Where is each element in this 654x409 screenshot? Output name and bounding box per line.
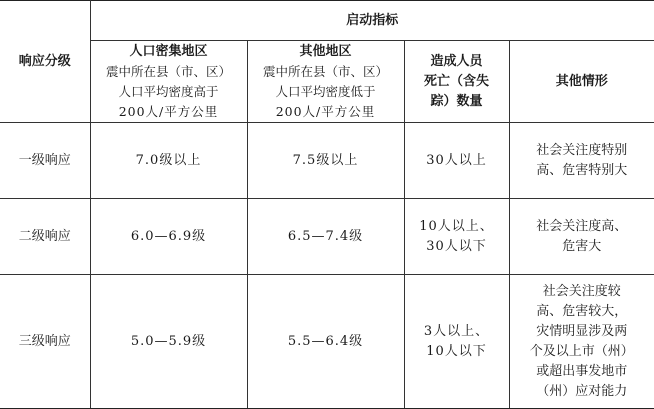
header-other-line: 200人/平方公里 [275,103,376,119]
header-row-2 [0,41,654,123]
row-casualty [404,275,509,409]
row-situation-line: 或超出事发地市 [536,363,628,379]
row-casualty-line: 10人以上、 [419,218,494,234]
header-other-title: 其他地区 [299,43,352,59]
row-casualty [404,123,509,199]
row-casualty-line: 30人以上 [426,152,487,168]
header-other-situation: 其他情形 [509,41,654,123]
header-dense-line: 震中所在县（市、区） [105,63,231,79]
header-row-1 [0,1,654,41]
table-row [0,275,654,409]
row-dense-magnitude: 6.0—6.9级 [90,199,247,275]
header-dense-title: 人口密集地区 [129,43,208,59]
row-dense-magnitude: 7.0级以上 [90,123,247,199]
row-situation-line: 灾情明显涉及两 [536,323,628,339]
row-level: 一级响应 [0,123,90,199]
header-casualty-line: 死亡（含失 [423,73,489,89]
row-dense-magnitude: 5.0—5.9级 [90,275,247,409]
row-situation-line: 危害大 [562,238,602,254]
row-situation-line: 社会关注度较 [542,283,621,299]
header-other-area [247,41,404,123]
row-level: 二级响应 [0,199,90,275]
row-situation [509,123,654,199]
header-casualty [404,41,509,123]
header-dense-line: 200人/平方公里 [118,103,219,119]
table-row [0,199,654,275]
row-situation-line: （州）应对能力 [536,383,628,399]
header-response-level: 响应分级 [0,1,90,123]
row-casualty [404,199,509,275]
row-casualty-line: 30人以下 [426,238,487,254]
header-casualty-line: 造成人员 [430,53,483,69]
header-trigger-indicators: 启动指标 [90,1,654,41]
row-situation-line: 社会关注度高、 [536,218,628,234]
header-casualty-line: 踪）数量 [430,93,483,109]
header-other-line: 震中所在县（市、区） [262,63,388,79]
row-situation [509,199,654,275]
table-row [0,123,654,199]
row-situation-line: 高、危害较大， [536,303,628,319]
row-casualty-line: 10人以下 [426,343,487,359]
row-level: 三级响应 [0,275,90,409]
row-casualty-line: 3人以上、 [423,323,490,339]
row-situation-line: 社会关注度特别 [536,142,628,158]
header-other-line: 人口平均密度低于 [275,83,376,99]
row-other-magnitude: 6.5—7.4级 [247,199,404,275]
row-situation [509,275,654,409]
header-dense-line: 人口平均密度高于 [118,83,219,99]
row-situation-line: 个及以上市（州） [529,343,634,359]
row-situation-line: 高、危害特别大 [536,162,628,178]
row-other-magnitude: 5.5—6.4级 [247,275,404,409]
header-dense-area [90,41,247,123]
row-other-magnitude: 7.5级以上 [247,123,404,199]
